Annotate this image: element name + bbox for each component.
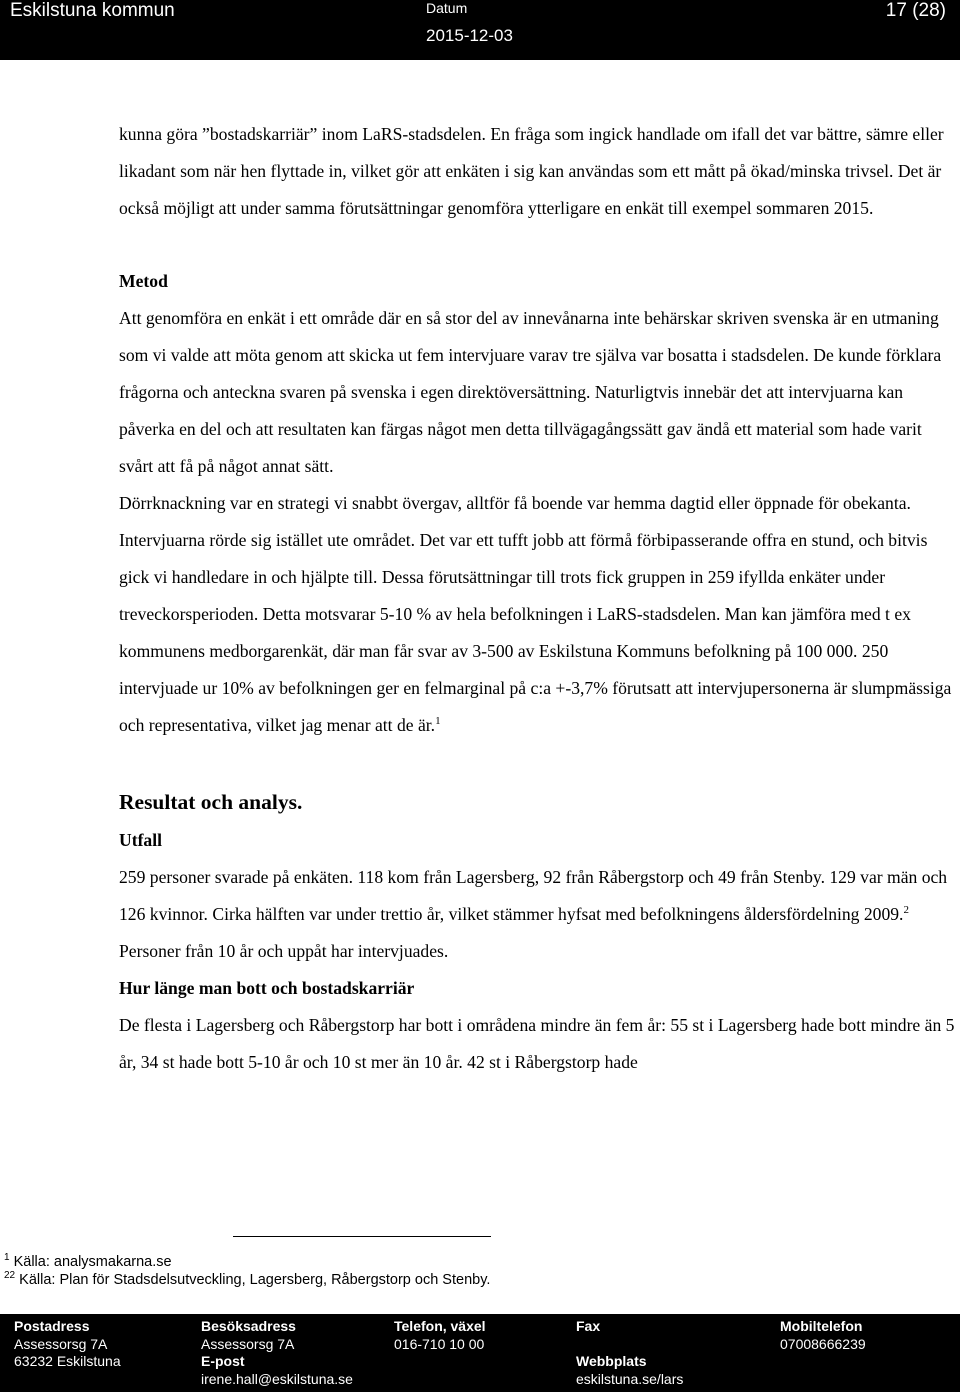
page-header bbox=[0, 0, 960, 60]
footnote-ref-1: 1 bbox=[435, 715, 441, 728]
footnote-2: $^{22}$ Källa: Plan för Stadsdelsutveckling, Lagersberg, Råbergstorp och Stenby. bbox=[4, 1270, 491, 1288]
organization-name: Eskilstuna kommun bbox=[10, 0, 175, 21]
page-number: 17 (28) bbox=[885, 0, 946, 21]
bott-paragraph: De flesta i Lagersberg och Råbergstorp har bott i områdena mindre än fem år: 55 st i Lagersberg hade bott mindre än 5 år, 34 st hade bott 5-10 år och 10 st mer än 10 år. 42 st i Råbergstorp hade bbox=[119, 1015, 955, 1072]
footnote-1: $^1$ Källa: analysmakarna.se bbox=[4, 1252, 172, 1270]
footnote-separator bbox=[233, 1236, 491, 1237]
date-label: Datum bbox=[426, 0, 468, 16]
footer-telefon: Telefon, växel 016-710 10 00 bbox=[394, 1318, 486, 1352]
resultat-heading: Resultat och analys. bbox=[119, 790, 303, 814]
email-link[interactable]: irene.hall@eskilstuna.se bbox=[201, 1370, 353, 1387]
footnote-ref-2: 2 bbox=[903, 904, 909, 917]
footer-fax-webb: Fax Webbplats eskilstuna.se/lars bbox=[576, 1318, 684, 1387]
metod-heading: Metod bbox=[119, 271, 168, 291]
footer-postadress: Postadress Assessorsg 7A 63232 Eskilstuna bbox=[14, 1318, 121, 1369]
intro-paragraph: kunna göra ”bostadskarriär” inom LaRS-stadsdelen. En fråga som ingick handlade om ifall det var bättre, sämre eller likadant som när hen flyttade in, vilket gör att enkäten i sig kan användas som ett mått på ökad/minska trivsel. Det är också möjligt att under samma förutsättningar genomföra ytterligare en enkät till exempel sommaren 2015. bbox=[119, 124, 944, 218]
footer-mobil: Mobiltelefon 07008666239 bbox=[780, 1318, 866, 1352]
document-body bbox=[119, 116, 955, 1081]
footer-besoksadress: Besöksadress Assessorsg 7A E-post irene.hall@eskilstuna.se bbox=[201, 1318, 353, 1387]
bott-heading: Hur länge man bott och bostadskarriär bbox=[119, 978, 415, 998]
date-value: 2015-12-03 bbox=[426, 26, 513, 45]
utfall-heading: Utfall bbox=[119, 830, 162, 850]
website-link[interactable]: eskilstuna.se/lars bbox=[576, 1370, 684, 1387]
page-footer bbox=[0, 1314, 960, 1392]
utfall-paragraph: 259 personer svarade på enkäten. 118 kom från Lagersberg, 92 från Råbergstorp och 49 från Stenby. 129 var män och 126 kvinnor. Cirka hälften var under trettio år, vilket stämmer hyfsat med befolkningens åldersfördelning 2009.$^2$ Personer från 10 år och uppåt har intervjuades. bbox=[119, 867, 948, 961]
metod-paragraph-1: Att genomföra en enkät i ett område där en så stor del av innevånarna inte behärskar skriven svenska är en utmaning som vi valde att möta genom att skicka ut fem intervjuare varav tre själva var bosatta i stadsdelen. De kunde förklara frågorna och anteckna svaren på svenska i egen direktöversättning. Naturligtvis innebär det att intervjuarna kan påverka en del och att resultaten kan färgas något men detta tillvägagångssätt gav ändå ett material som hade varit svårt att få på något annat sätt. bbox=[119, 308, 942, 476]
metod-paragraph-2: Dörrknackning var en strategi vi snabbt övergav, alltför få boende var hemma dagtid eller öppnade för obekanta. Intervjuarna rörde sig istället ute området. Det var ett tufft jobb att förmå förbipasserande offra en stund, och bitvis gick vi handledare in och hjälpte till. Dessa förutsättningar till trots fick gruppen in 259 ifyllda enkäter under treveckorsperioden. Detta motsvarar 5-10 % av hela befolkningen i LaRS-stadsdelen. Man kan jämföra med t ex kommunens medborgarenkät, där man får svar av 3-500 av Eskilstuna Kommuns befolkning på 100 000. 250 intervjuade ur 10% av befolkningen ger en felmarginal på c:a +-3,7% förutsatt att intervjupersonerna är slumpmässiga och representativa, vilket jag menar att de är.$^1$ bbox=[119, 493, 952, 735]
